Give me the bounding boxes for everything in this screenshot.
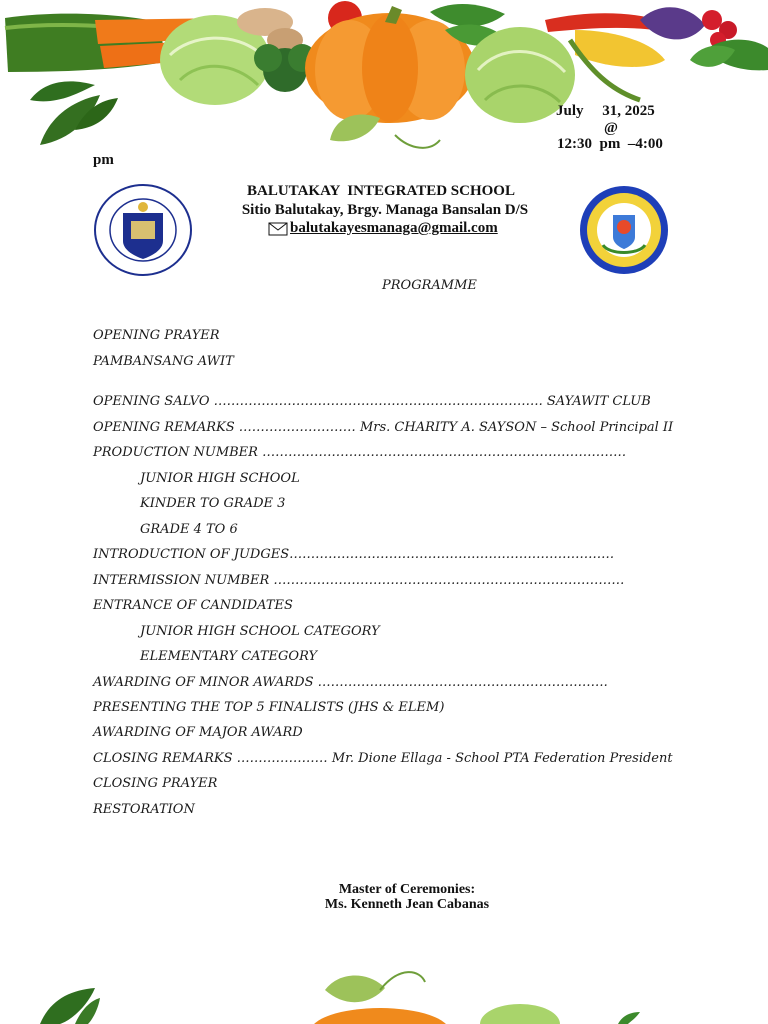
school-email-link[interactable]: balutakayesmanaga@gmail.com — [290, 220, 498, 236]
programme-subitem: JUNIOR HIGH SCHOOL — [140, 471, 300, 486]
programme-subitem: JUNIOR HIGH SCHOOL CATEGORY — [140, 624, 380, 639]
programme-item: INTERMISSION NUMBER ……………………………………………………………………… — [93, 573, 625, 588]
programme-item: OPENING PRAYER — [93, 328, 220, 343]
programme-item: OPENING SALVO …………………………………………………………………. SAYAWIT CLUB — [93, 394, 651, 409]
vegetable-banner-bottom — [0, 960, 768, 1024]
mc-name: Ms. Kenneth Jean Cabanas — [324, 897, 490, 912]
programme-item: OPENING REMARKS ……………………… Mrs. CHARITY A. SAYSON – School Principal II — [93, 420, 674, 435]
programme-item: AWARDING OF MAJOR AWARD — [93, 725, 303, 740]
school-email-row — [268, 220, 498, 237]
event-time: 12:30 pm –4:00 — [557, 136, 663, 152]
programme-title: PROGRAMME — [382, 278, 477, 293]
event-date: July 31, 2025 — [556, 103, 655, 119]
programme-item: CLOSING REMARKS ………………… Mr. Dione Ellaga - School PTA Federation President — [93, 751, 673, 766]
programme-subitem: ELEMENTARY CATEGORY — [140, 649, 318, 664]
event-at-symbol: @ — [604, 120, 618, 136]
programme-item: PRODUCTION NUMBER ………………………………………………………………………… — [93, 445, 627, 460]
envelope-icon — [268, 222, 288, 236]
programme-item: PRESENTING THE TOP 5 FINALISTS (JHS & ELEM) — [93, 700, 445, 715]
programme-item: PAMBANSANG AWIT — [93, 354, 234, 369]
programme-item: INTRODUCTION OF JUDGES………………………………………………………………… — [93, 547, 615, 562]
school-address: Sitio Balutakay, Brgy. Managa Bansalan D/S — [241, 202, 529, 218]
school-seal-logo — [577, 185, 671, 275]
event-time-pm: pm — [93, 152, 114, 168]
mc-label: Master of Ceremonies: — [338, 882, 476, 897]
programme-item: RESTORATION — [93, 802, 195, 817]
school-name: BALUTAKAY INTEGRATED SCHOOL — [247, 183, 515, 199]
programme-item: ENTRANCE OF CANDIDATES — [93, 598, 293, 613]
programme-item: CLOSING PRAYER — [93, 776, 218, 791]
programme-subitem: KINDER TO GRADE 3 — [140, 496, 286, 511]
programme-item: AWARDING OF MINOR AWARDS …………………………………………………………. — [93, 675, 608, 690]
programme-subitem: GRADE 4 TO 6 — [140, 522, 238, 537]
